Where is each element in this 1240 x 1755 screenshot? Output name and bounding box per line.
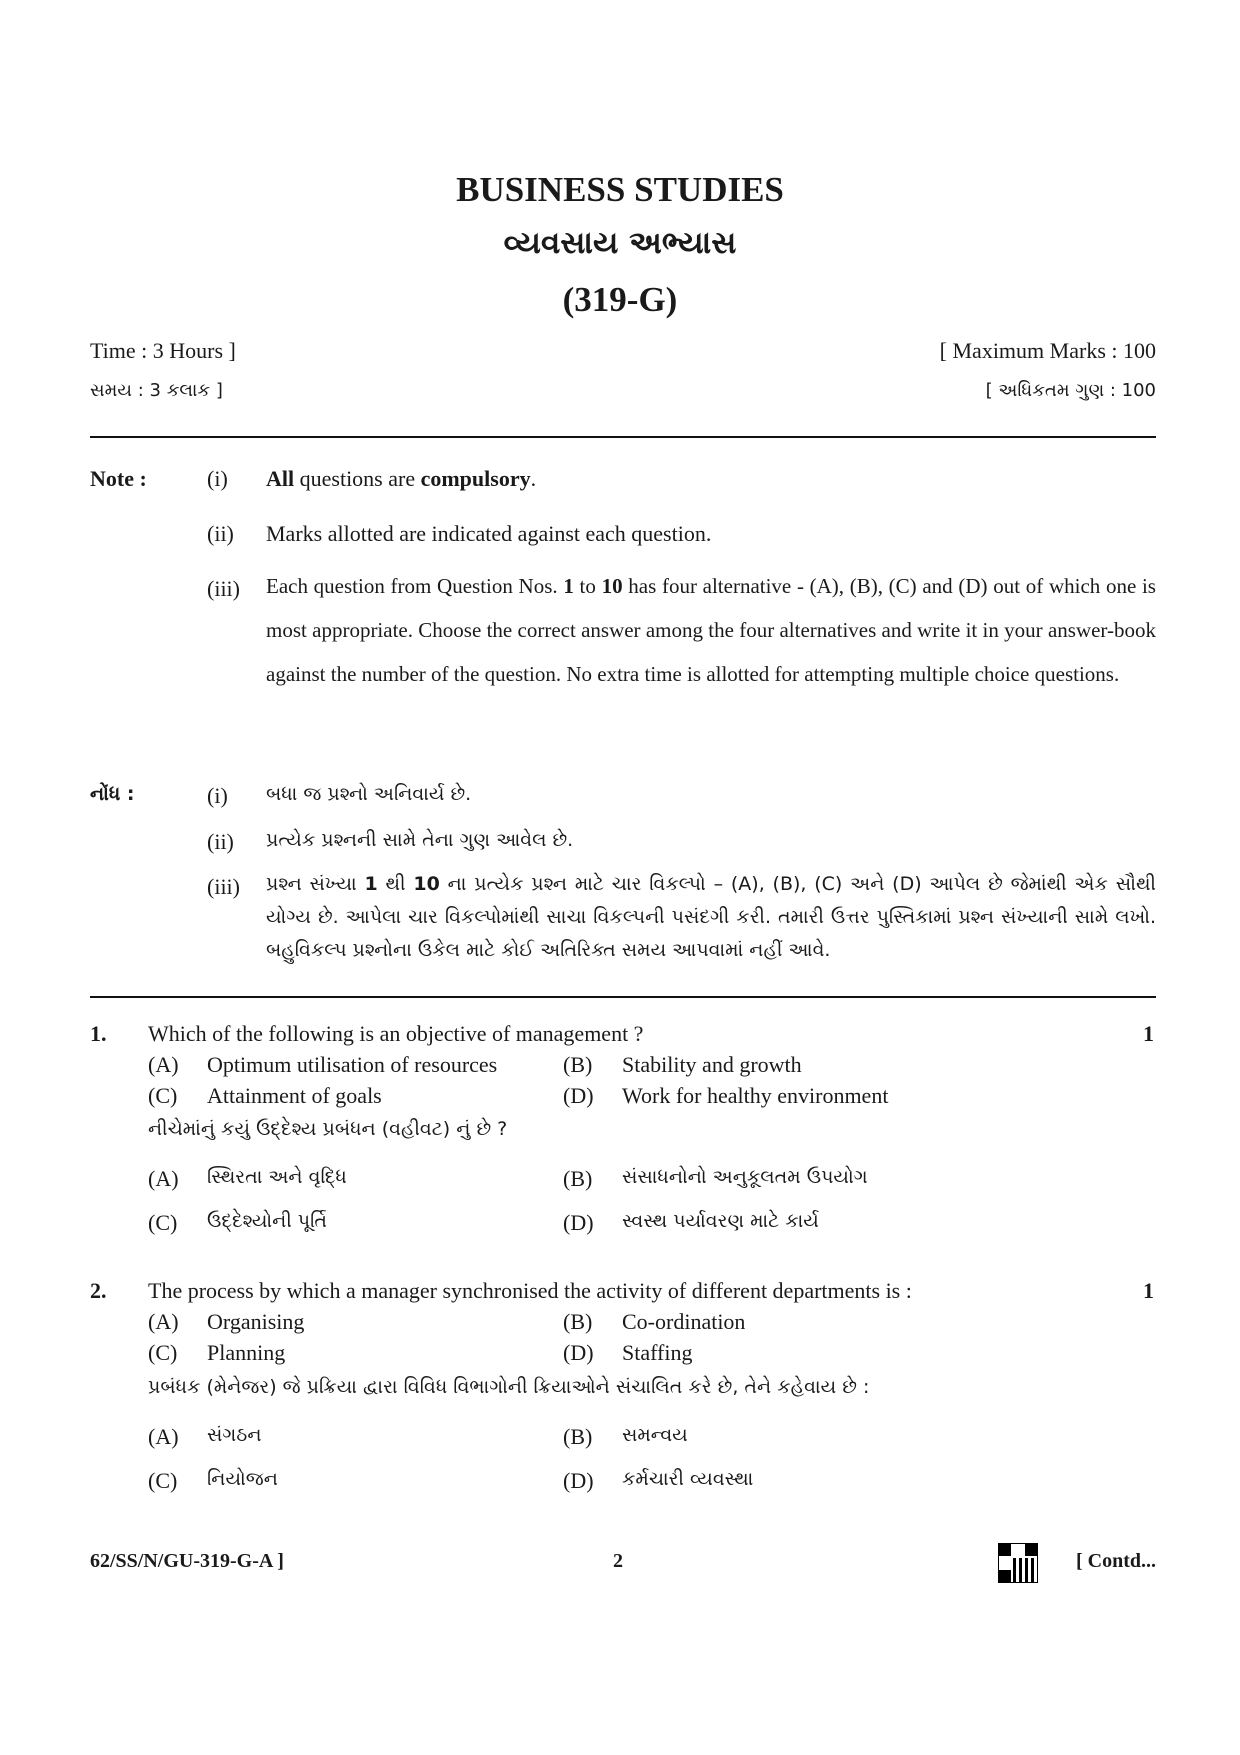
note-item-num: (iii) (207, 874, 240, 899)
note-item-num: (i) (207, 783, 228, 808)
option-text: Organising (207, 1309, 305, 1334)
divider (90, 436, 1156, 438)
exam-title: BUSINESS STUDIES (456, 170, 784, 209)
question-marks: 1 (1143, 1021, 1154, 1046)
subject-code: (319-G) (562, 280, 678, 319)
option-label: (D) (563, 1210, 594, 1235)
note-item-num: (ii) (207, 521, 234, 546)
note-item-num: (iii) (207, 576, 240, 601)
question-text-gujarati: પ્રબંધક (મેનેજર) જે પ્રક્રિયા દ્વારા વિવિધ વિભાગોની ક્રિયાઓને સંચાલિત કરે છે, તેને કહેવાય છે : (148, 1376, 870, 1398)
option-text: Co-ordination (622, 1309, 746, 1334)
option-text: Stability and growth (622, 1052, 802, 1077)
page-number: 2 (613, 1550, 623, 1572)
option-label: (A) (148, 1309, 179, 1334)
option-text: Attainment of goals (207, 1083, 382, 1108)
option-label: (D) (563, 1340, 594, 1365)
option-text: Staffing (622, 1340, 693, 1365)
note-item-num: (i) (207, 466, 228, 491)
option-text: Optimum utilisation of resources (207, 1052, 498, 1077)
option-text-gujarati: સમન્વય (622, 1424, 688, 1446)
question-text: Which of the following is an objective of management ? (148, 1021, 644, 1046)
note-gu-item-3: પ્રશ્ન સંખ્યા 1 થી 10 ના પ્રત્યેક પ્રશ્ન માટે ચાર વિકલ્પો – (A), (B), (C) અને (D) આપેલ છે જેમાંથી એક સૌથી યોગ્ય છે. આપેલા ચાર વિકલ્પોમાંથી સાચા વિકલ્પની પસંદગી કરી. તમારી ઉત્તર પુસ્તિકામાં પ્રશ્ન સંખ્યાની સામે લખો. બહુવિકલ્પ પ્રશ્નોના ઉકેલ માટે કોઈ અતિરિક્ત સમય આપવામાં નહીં આવે. (266, 873, 1156, 961)
option-label: (C) (148, 1340, 178, 1365)
option-label: (B) (563, 1424, 593, 1449)
option-label: (A) (148, 1052, 179, 1077)
option-text-gujarati: સ્થિરતા અને વૃદ્ધિ (207, 1166, 347, 1188)
option-label: (D) (563, 1468, 594, 1493)
note-label-gu: નોંધ : (90, 783, 135, 805)
option-label: (A) (148, 1424, 179, 1449)
question-text: The process by which a manager synchronised the activity of different departments is : (148, 1278, 912, 1303)
option-text-gujarati: કર્મચારી વ્યવસ્થા (622, 1468, 754, 1490)
option-text-gujarati: નિયોજન (207, 1468, 278, 1490)
paper-code: 62/SS/N/GU-319-G-A ] (90, 1550, 284, 1572)
option-label: (C) (148, 1468, 178, 1493)
question-number: 2. (90, 1278, 107, 1303)
option-text: Work for healthy environment (622, 1083, 889, 1108)
note-label: Note : (90, 466, 147, 491)
note-item-1: All questions are compulsory. (266, 466, 537, 491)
note-gu-item-2: પ્રત્યેક પ્રશ્નની સામે તેના ગુણ આવેલ છે. (266, 829, 574, 851)
option-label: (C) (148, 1210, 178, 1235)
qr-code-icon (998, 1543, 1038, 1583)
note-item-3: Each question from Question Nos. 1 to 10 has four alternative - (A), (B), (C) and (D) out of which one is most appropriate. Choose the correct answer among the four alternatives and write it in your answer-book against the number of the question. No extra time is allotted for attempting multiple choice questions. (266, 574, 1156, 686)
option-label: (B) (563, 1052, 593, 1077)
option-label: (C) (148, 1083, 178, 1108)
note-gu-item-1: બધા જ પ્રશ્નો અનિવાર્ય છે. (266, 783, 472, 805)
option-label: (D) (563, 1083, 594, 1108)
option-text: Planning (207, 1340, 286, 1365)
note-item-2: Marks allotted are indicated against each question. (266, 521, 712, 546)
question-text-gujarati: નીચેમાંનું કયું ઉદ્દેશ્ય પ્રબંધન (વહીવટ) નું છે ? (148, 1118, 508, 1140)
divider (90, 996, 1156, 998)
option-text-gujarati: ઉદ્દેશ્યોની પૂર્તિ (207, 1210, 328, 1232)
option-text-gujarati: સ્વસ્થ પર્યાવરણ માટે કાર્ય (622, 1210, 819, 1232)
question-marks: 1 (1143, 1278, 1154, 1303)
note-item-num: (ii) (207, 829, 234, 854)
option-label: (B) (563, 1309, 593, 1334)
option-label: (A) (148, 1166, 179, 1191)
question-number: 1. (90, 1021, 107, 1046)
option-label: (B) (563, 1166, 593, 1191)
time-en: Time : 3 Hours ] (90, 338, 236, 363)
time-gu: સમય : 3 કલાક ] (90, 380, 223, 401)
max-marks-en: [ Maximum Marks : 100 (939, 338, 1156, 363)
max-marks-gu: [ અધિકતમ ગુણ : 100 (985, 380, 1156, 401)
option-text-gujarati: સંસાધનોનો અનુકૂલતમ ઉપયોગ (622, 1166, 868, 1188)
contd-label: [ Contd... (1075, 1550, 1156, 1572)
option-text-gujarati: સંગઠન (207, 1424, 262, 1446)
exam-title-gujarati: વ્યવસાય અભ્યાસ (503, 225, 737, 261)
